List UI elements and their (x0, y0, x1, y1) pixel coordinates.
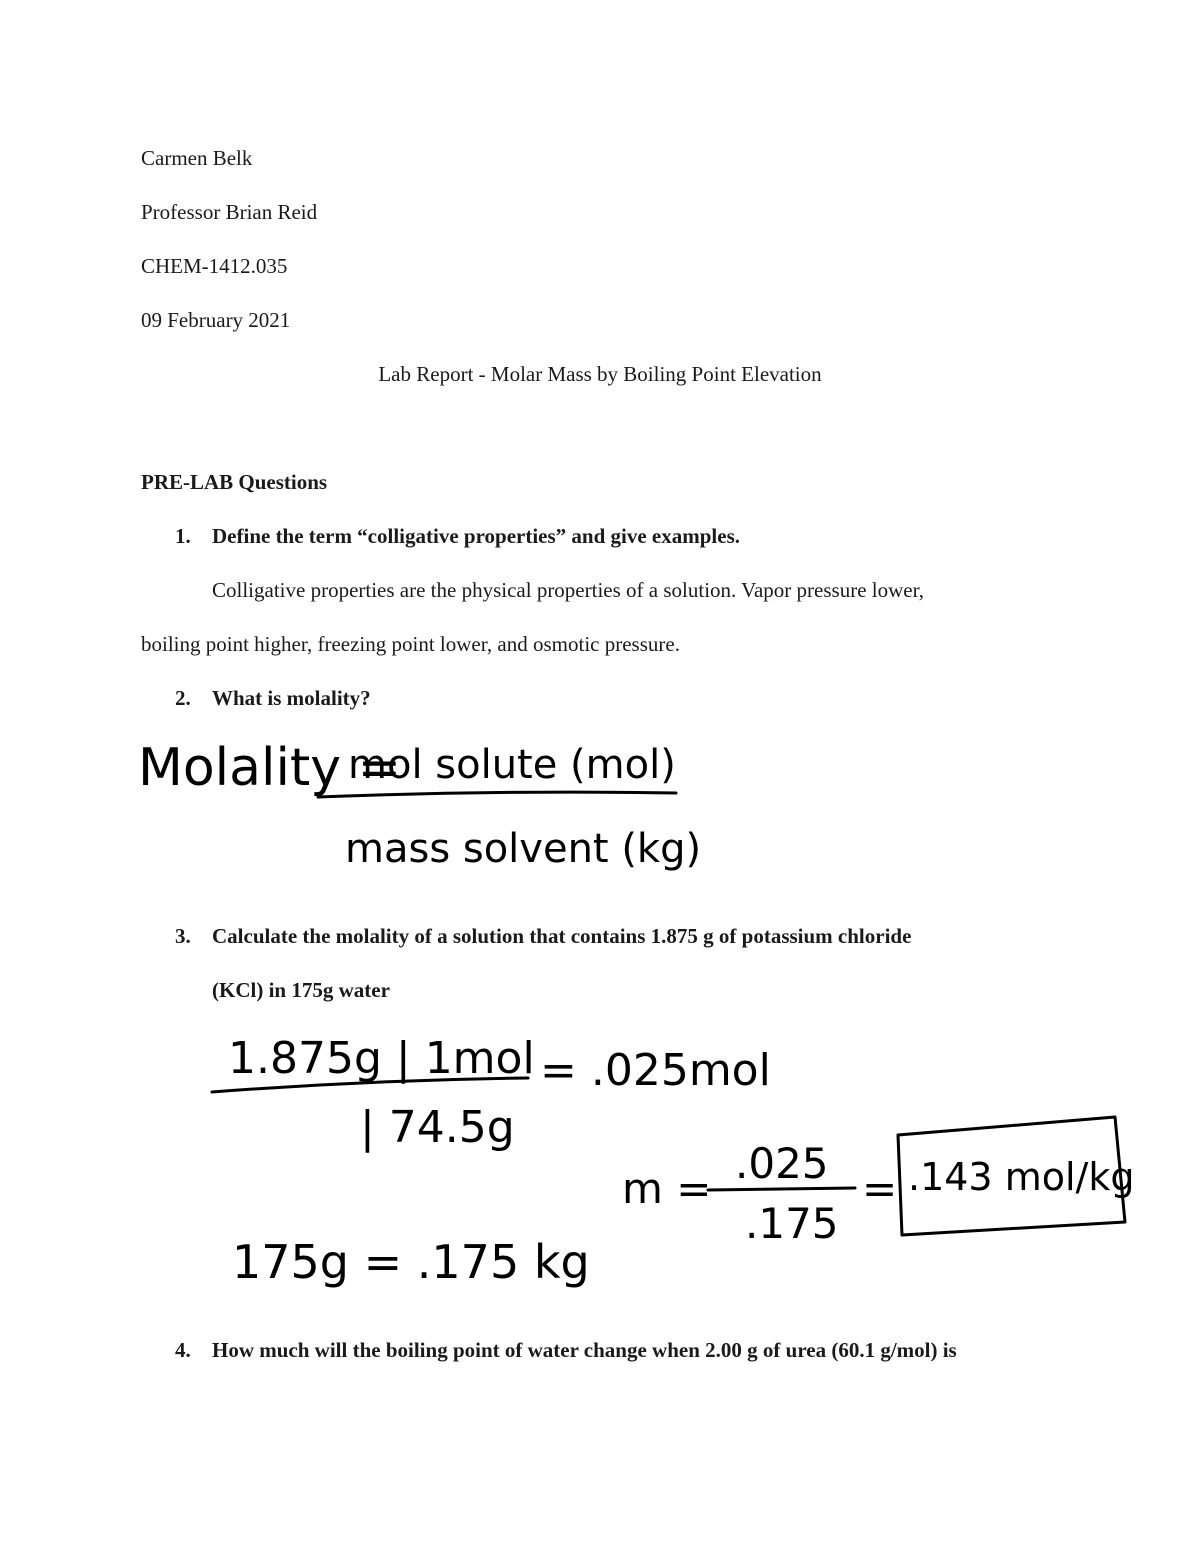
question-text: How much will the boiling point of water change when 2.00 g of urea (60.1 g/mol) is (212, 1338, 957, 1362)
m-denominator: .175 (745, 1199, 839, 1248)
answer-box (898, 1117, 1125, 1235)
m-numerator: .025 (735, 1139, 829, 1188)
kcl-denominator: | 74.5g (360, 1102, 515, 1153)
question-number: 4. (175, 1338, 191, 1362)
fraction-bar (318, 792, 676, 797)
answer-text: Colligative properties are the physical properties of a solution. Vapor pressure lower, (212, 578, 924, 602)
student-name: Carmen Belk (141, 146, 253, 170)
report-date: 09 February 2021 (141, 308, 291, 332)
kcl-numerator: 1.875g | 1mol (228, 1033, 535, 1084)
question-text: (KCl) in 175g water (212, 978, 390, 1002)
answer-text: boiling point higher, freezing point lower, and osmotic pressure. (141, 632, 680, 656)
m-result: .143 mol/kg (908, 1155, 1135, 1199)
section-heading: PRE-LAB Questions (141, 470, 328, 494)
fraction-bar (212, 1078, 528, 1092)
kg-conversion: 175g = .175 kg (232, 1235, 590, 1289)
m-equals: = (862, 1164, 898, 1213)
molality-numerator: mol solute (mol) (348, 742, 676, 788)
professor-name: Professor Brian Reid (141, 200, 318, 224)
question-number: 1. (175, 524, 191, 548)
molality-denominator: mass solvent (kg) (345, 826, 702, 872)
report-title: Lab Report - Molar Mass by Boiling Point Elevation (378, 362, 822, 386)
question-text: Calculate the molality of a solution that contains 1.875 g of potassium chloride (212, 924, 912, 948)
course-code: CHEM-1412.035 (141, 254, 288, 278)
question-text: Define the term “colligative properties” and give examples. (212, 524, 741, 548)
question-number: 3. (175, 924, 191, 948)
fraction-bar (708, 1188, 855, 1190)
molality-lhs: Molality = (138, 738, 402, 798)
question-text: What is molality? (212, 686, 371, 710)
question-number: 2. (175, 686, 191, 710)
kcl-result: = .025mol (540, 1045, 771, 1096)
m-lhs: m = (622, 1164, 712, 1213)
